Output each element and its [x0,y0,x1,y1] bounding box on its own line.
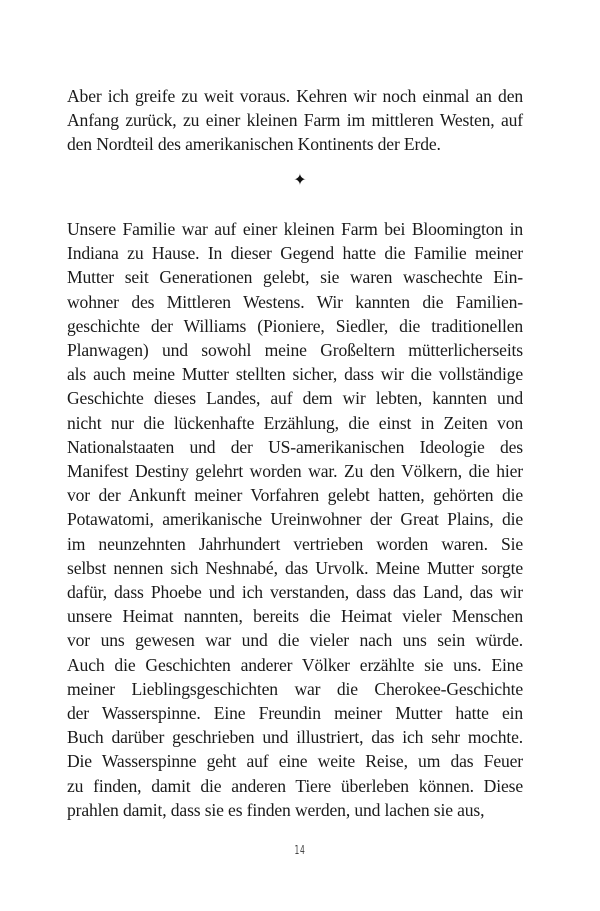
text-line: selbst nennen sich Neshnabé, das Urvolk. Meine Mutter sorgte [67,557,523,578]
section-break-star-icon: ✦ [293,170,307,189]
text-line: vor der Ankunft meiner Vorfahren gelebt hatten, gehörten die [67,485,523,506]
paragraph-1 [67,84,523,157]
text-line: meiner Lieblingsgeschichten war die Cherokee-Geschichte [67,678,523,699]
text-line: Auch die Geschichten anderer Völker erzählte sie uns. Eine [67,654,523,675]
text-line: Potawatomi, amerikanische Ureinwohner der Great Plains, die [67,509,523,530]
text-line: zu finden, damit die anderen Tiere überleben können. Diese [67,775,523,796]
text-line: den Nordteil des amerikanischen Kontinents der Erde. [67,134,441,155]
text-line: Mutter seit Generationen gelebt, sie waren waschechte Ein- [67,267,523,288]
paragraph-text [67,84,523,157]
text-line: Aber ich greife zu weit voraus. Kehren wir noch einmal an den [67,86,523,106]
text-line: Anfang zurück, zu einer kleinen Farm im mittleren Westen, auf [67,110,523,131]
text-line: prahlen damit, dass sie es finden werden, und lachen sie aus, [67,799,485,820]
text-line: Nationalstaaten und der US-amerikanischen Ideologie des [67,436,523,457]
text-line: nicht nur die lückenhafte Erzählung, die einst in Zeiten von [67,412,523,433]
text-line: als auch meine Mutter stellten sicher, dass wir die vollständige [67,364,523,385]
text-line: Planwagen) und sowohl meine Großeltern mütterlicherseits [67,340,523,361]
text-line: vor uns gewesen war und die vieler nach uns sein würde. [67,630,523,651]
text-line: Geschichte dieses Landes, auf dem wir lebten, kannten und [67,388,523,409]
text-line: dafür, dass Phoebe und ich verstanden, dass das Land, das wir [67,582,523,603]
text-line: im neunzehnten Jahrhundert vertrieben worden waren. Sie [67,533,523,554]
text-line: Die Wasserspinne geht auf eine weite Reise, um das Feuer [67,751,523,772]
text-line: unsere Heimat nannten, bereits die Heimat vieler Menschen [67,606,523,627]
text-line: geschichte der Williams (Pioniere, Siedler, die traditionellen [67,315,523,336]
text-line: wohner des Mittleren Westens. Wir kannten die Familien- [67,291,523,312]
text-line: Unsere Familie war auf einer kleinen Farm bei Bloomington in [67,219,523,239]
paragraph-2 [67,217,523,822]
text-line: Manifest Destiny gelehrt worden war. Zu den Völkern, die hier [67,461,523,482]
page-number: 14 [294,843,306,857]
paragraph-text [67,217,523,822]
text-line: der Wasserspinne. Eine Freundin meiner Mutter hatte ein [67,703,523,724]
text-line: Buch darüber geschrieben und illustriert, das ich sehr mochte. [67,727,523,748]
text-line: Indiana zu Hause. In dieser Gegend hatte die Familie meiner [67,243,523,264]
